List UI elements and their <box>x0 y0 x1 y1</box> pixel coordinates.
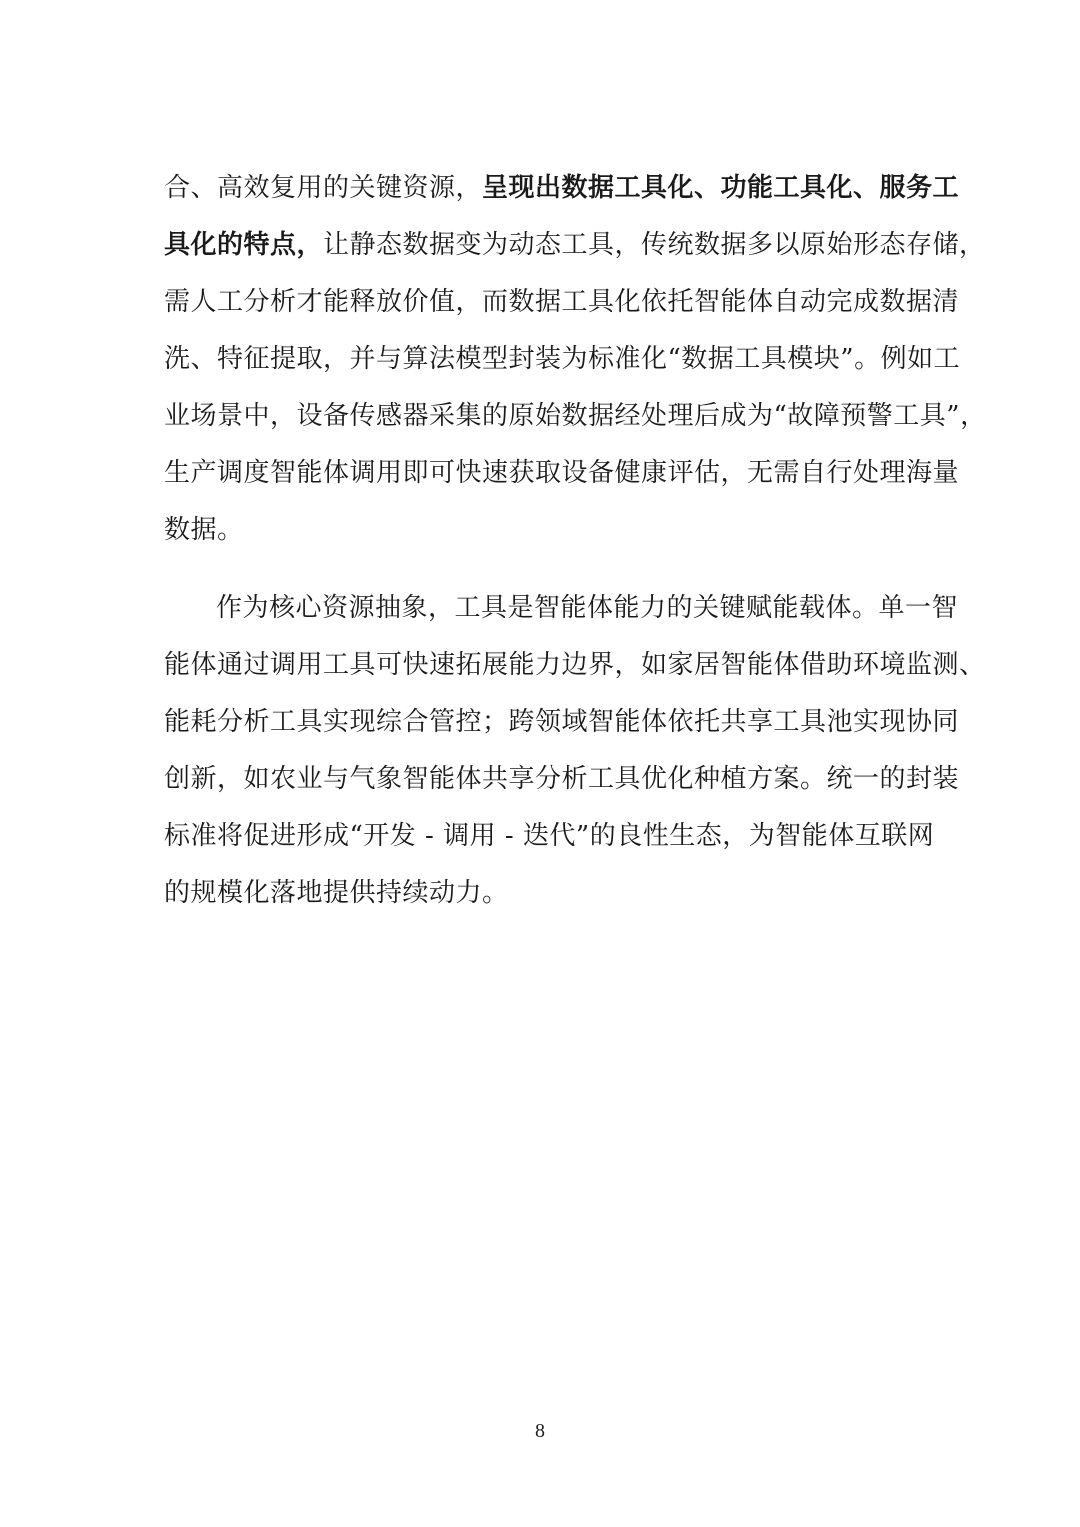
paragraph-gap <box>164 559 924 580</box>
bold-text-run: 具化的特点， <box>164 230 324 260</box>
body-text <box>164 160 987 922</box>
page-number: 8 <box>535 1420 545 1442</box>
bold-text-run: 呈现出数据工具化、功能工具化、服务工 <box>482 173 960 203</box>
paragraph-1-line-5: 业场景中，设备传感器采集的原始数据经处理后成为“故障预警工具”， <box>164 401 987 431</box>
text-run: 让静态数据变为动态工具，传统数据多以原始形态存储， <box>323 230 986 260</box>
paragraph-1-line-4: 洗、特征提取，并与算法模型封装为标准化“数据工具模块”。例如工 <box>164 344 961 374</box>
paragraph-2-line-5: 标准将促进形成“开发 - 调用 - 迭代”的良性生态，为智能体互联网 <box>164 821 935 851</box>
text-run: 合、高效复用的关键资源， <box>164 173 483 203</box>
paragraph-1-line-2 <box>164 217 986 274</box>
paragraph-2-line-2: 能体通过调用工具可快速拓展能力边界，如家居智能体借助环境监测、 <box>164 650 986 680</box>
paragraph-1-line-6: 生产调度智能体调用即可快速获取设备健康评估，无需自行处理海量 <box>164 458 960 488</box>
paragraph-2-line-4: 创新，如农业与气象智能体共享分析工具优化种植方案。统一的封装 <box>164 764 960 794</box>
paragraph-1-line-3: 需人工分析才能释放价值，而数据工具化依托智能体自动完成数据清 <box>164 287 960 317</box>
paragraph-1-line-1 <box>164 160 960 217</box>
paragraph-2-line-3: 能耗分析工具实现综合管控；跨领域智能体依托共享工具池实现协同 <box>164 707 960 737</box>
paragraph-2-line-6: 的规模化落地提供持续动力。 <box>164 878 509 908</box>
paragraph-2-line-1: 作为核心资源抽象，工具是智能体能力的关键赋能载体。单一智 <box>216 593 959 623</box>
paragraph-1-line-7: 数据。 <box>164 515 244 545</box>
